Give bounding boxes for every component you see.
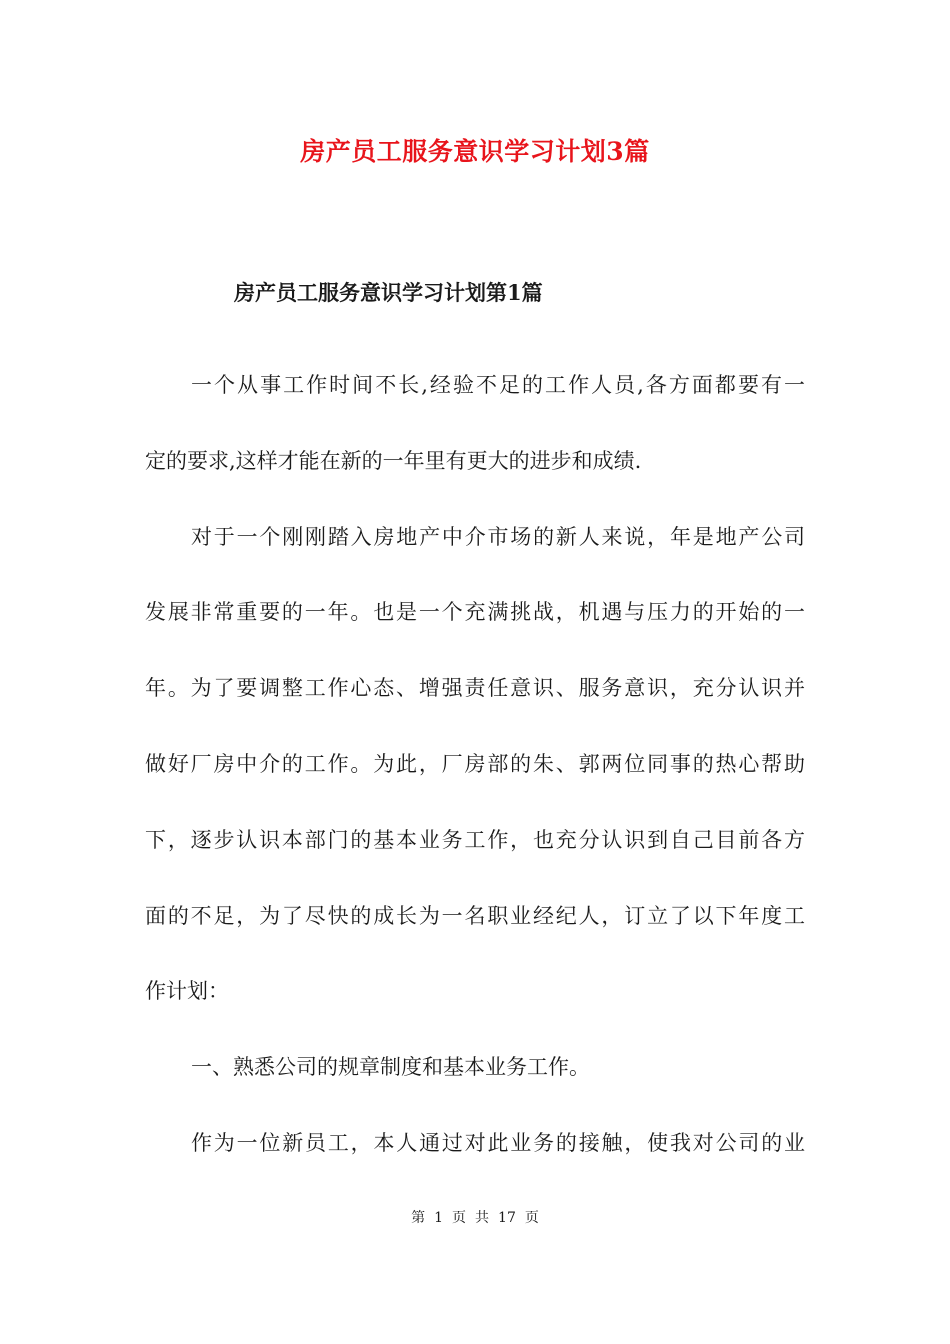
section-heading: 房产员工服务意识学习计划第1篇 <box>234 280 543 305</box>
paragraph-line: 做好厂房中介的工作。为此，厂房部的朱、郭两位同事的热心帮助 <box>145 751 805 776</box>
paragraph-line: 下，逐步认识本部门的基本业务工作，也充分认识到自己目前各方 <box>145 827 805 852</box>
page-prefix: 第 <box>411 1210 426 1226</box>
paragraph-line: 作计划： <box>145 979 229 1004</box>
paragraph-line: 一个从事工作时间不长,经验不足的工作人员,各方面都要有一 <box>191 373 805 397</box>
total-page-count: 17 <box>498 1210 516 1226</box>
document-body <box>145 348 805 1182</box>
page-number-footer <box>0 1208 950 1228</box>
paragraph-line: 年。为了要调整工作心态、增强责任意识、服务意识，充分认识并 <box>145 676 805 701</box>
list-heading: 一、熟悉公司的规章制度和基本业务工作。 <box>191 1055 590 1080</box>
paragraph-line: 对于一个刚刚踏入房地产中介市场的新人来说，年是地产公司 <box>191 524 805 549</box>
page-suffix: 页 <box>524 1210 539 1226</box>
total-prefix: 共 <box>475 1210 490 1226</box>
paragraph-line: 发展非常重要的一年。也是一个充满挑战，机遇与压力的开始的一 <box>145 600 805 625</box>
paragraph-line: 定的要求,这样才能在新的一年里有更大的进步和成绩. <box>145 448 642 473</box>
paragraph-line: 面的不足，为了尽快的成长为一名职业经纪人，订立了以下年度工 <box>145 903 805 928</box>
page-word: 页 <box>452 1210 467 1226</box>
paragraph-line: 作为一位新员工，本人通过对此业务的接触，使我对公司的业 <box>191 1130 805 1155</box>
current-page-number: 1 <box>434 1210 444 1226</box>
document-title: 房产员工服务意识学习计划3篇 <box>300 137 650 166</box>
